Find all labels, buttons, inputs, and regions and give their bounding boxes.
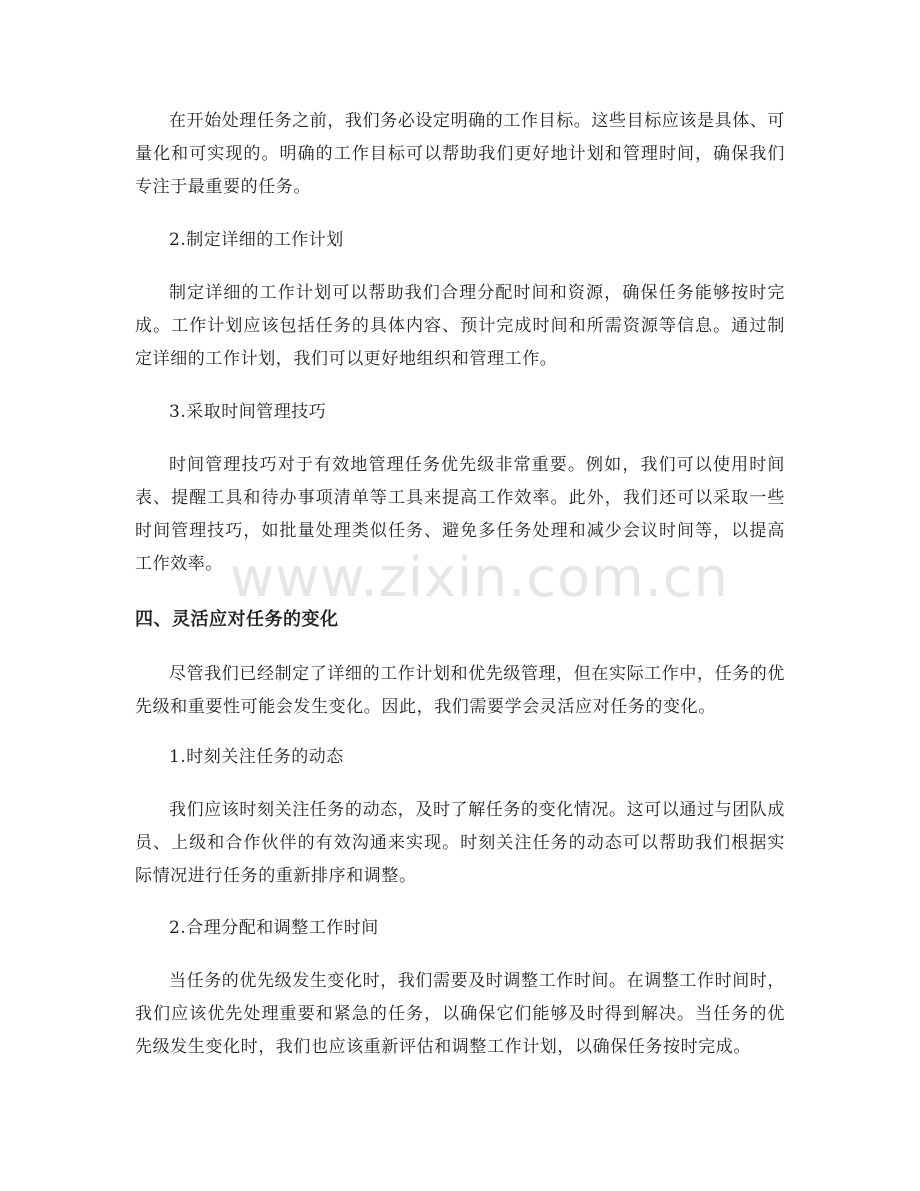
subheading-allocate-time: 2.合理分配和调整工作时间	[169, 918, 379, 938]
watermark-text: www.zixin.com.cn	[230, 546, 729, 609]
paragraph-work-goals: 在开始处理任务之前，我们务必设定明确的工作目标。这些目标应该是具体、可量化和可实现的。明确的工作目标可以帮助我们更好地计划和管理时间，确保我们专注于最重要的任务。	[135, 111, 785, 197]
section-title-flexible-response: 四、灵活应对任务的变化	[135, 609, 339, 630]
subheading-track-dynamics: 1.时刻关注任务的动态	[169, 747, 344, 767]
paragraph-track-dynamics: 我们应该时刻关注任务的动态，及时了解任务的变化情况。这可以通过与团队成员、上级和合作伙伴的有效沟通来实现。时刻关注任务的动态可以帮助我们根据实际情况进行任务的重新排序和调整。	[135, 800, 785, 886]
paragraph-time-techniques: 时间管理技巧对于有效地管理任务优先级非常重要。例如，我们可以使用时间表、提醒工具和待办事项清单等工具来提高工作效率。此外，我们还可以采取一些时间管理技巧，如批量处理类似任务、避免多任务处理和减少会议时间等，以提高工作效率。	[135, 455, 785, 574]
paragraph-detailed-plan: 制定详细的工作计划可以帮助我们合理分配时间和资源，确保任务能够按时完成。工作计划应该包括任务的具体内容、预计完成时间和所需资源等信息。通过制定详细的工作计划，我们可以更好地组织和管理工作。	[135, 283, 785, 369]
subheading-detailed-plan: 2.制定详细的工作计划	[169, 230, 344, 250]
paragraph-allocate-time: 当任务的优先级发生变化时，我们需要及时调整工作时间。在调整工作时间时，我们应该优先处理重要和紧急的任务，以确保它们能够及时得到解决。当任务的优先级发生变化时，我们也应该重新评估和调整工作计划，以确保任务按时完成。	[135, 971, 785, 1057]
paragraph-flexible-response: 尽管我们已经制定了详细的工作计划和优先级管理，但在实际工作中，任务的优先级和重要性可能会发生变化。因此，我们需要学会灵活应对任务的变化。	[135, 664, 785, 717]
subheading-time-techniques: 3.采取时间管理技巧	[169, 402, 327, 422]
